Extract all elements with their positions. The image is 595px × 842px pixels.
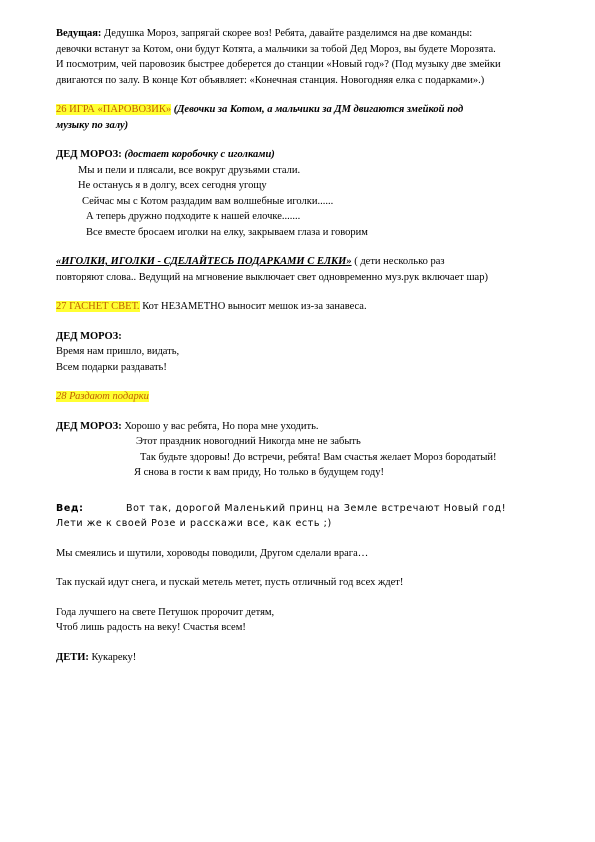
intro-text-1: Дедушка Мороз, запрягай скорее воз! Ребята, давайте разделимся на две команды: (104, 28, 473, 39)
dm3-line-1 (56, 419, 556, 435)
intro-speaker: Ведущая: (56, 28, 102, 39)
dm3-speaker: ДЕД МОРОЗ: (56, 420, 122, 432)
dm1-line-1: Мы и пели и плясали, все вокруг друзьями стали. (78, 164, 301, 176)
spell-line-2: повторяют слова.. Ведущий на мгновение выключает свет одновременно муз.рук включает шар) (56, 271, 488, 283)
dm2-speaker: ДЕД МОРОЗ: (56, 330, 122, 342)
spell-line-1 (56, 254, 556, 270)
dm1-speaker: ДЕД МОРОЗ: (56, 149, 122, 160)
game26-line-1 (56, 102, 556, 118)
dm3-first: Хорошо у вас ребята, Но пора мне уходить. (121, 420, 319, 432)
dm3-line-4: Я снова в гости к вам приду, Но только в будущем году! (134, 467, 384, 478)
dm2-heading (56, 329, 556, 345)
ved-line-2: Лети же к своей Розе и расскажи все, как есть ;) (56, 518, 332, 529)
spell-phrase: «ИГОЛКИ, ИГОЛКИ - СДЕЛАЙТЕСЬ ПОДАРКАМИ С ЕЛКИ» (56, 256, 352, 267)
closing-line-2: Так пускай идут снега, и пускай метель метет, пусть отличный год всех ждет! (56, 577, 404, 588)
game26-label: 26 ИГРА «ПАРОВОЗИК» (56, 104, 172, 115)
intro-line-3: И посмотрим, чей паровозик быстрее доберется до станции «Новый год»? (Под музыку две змейки (56, 59, 501, 70)
dm3-line-3: Так будьте здоровы! До встречи, ребята! Вам счастья желает Мороз бородатый! (140, 451, 497, 463)
intro-line-2: девочки встанут за Котом, они будут Котята, а мальчики за тобой Дед Мороз, вы будете Морозята. (56, 43, 496, 55)
children-speaker: ДЕТИ: (56, 651, 89, 663)
dm1-line-5: Все вместе бросаем иголки на елку, закрываем глаза и говорим (86, 226, 368, 238)
dm1-line-2: Не останусь я в долгу, всех сегодня угощу (78, 180, 267, 191)
ved-line-1 (56, 501, 556, 517)
children-text: Кукареку! (88, 651, 137, 663)
children-line (56, 650, 556, 666)
document-page (56, 26, 556, 665)
dm1-line-3: Сейчас мы с Котом раздадим вам волшебные иголки...... (82, 195, 334, 207)
intro-line-4: двигаются по залу. В конце Кот объявляет: «Конечная станция. Новогодняя елка с подарками».) (56, 74, 485, 86)
dm2-line-2: Всем подарки раздавать! (56, 361, 167, 373)
ved-speaker: Вед: (56, 502, 84, 514)
game26-note-1: (Девочки за Котом, а мальчики за ДМ двигаются змейкой под (171, 104, 464, 115)
closing-line-1: Мы смеялись и шутили, хороводы поводили, Другом сделали врага… (56, 547, 369, 559)
dm1-action: (достает коробочку с иголками) (121, 149, 275, 160)
step28-line (56, 389, 556, 405)
game26-note-2: музыку по залу) (56, 119, 129, 131)
step27-line (56, 299, 556, 315)
dm3-line-2: Этот праздник новогодний Никогда мне не забыть (136, 436, 361, 447)
spell-rest-1: ( дети несколько раз (351, 256, 445, 267)
intro-line-1 (56, 26, 556, 42)
dm2-line-1: Время нам пришло, видать, (56, 346, 180, 357)
step28-label: 28 Раздают подарки (56, 391, 149, 402)
step27-text: Кот НЕЗАМЕТНО выносит мешок из-за занавеса. (139, 301, 367, 312)
dm1-heading (56, 147, 556, 163)
dm1-line-4: А теперь дружно подходите к нашей елочке....... (86, 211, 301, 222)
ved-text-1: Вот так, дорогой Маленький принц на Земле встречают Новый год! (126, 502, 507, 514)
closing-line-3a: Года лучшего на свете Петушок пророчит детям, (56, 606, 275, 618)
closing-line-3b: Чтоб лишь радость на веку! Счастья всем! (56, 622, 246, 633)
step27-label: 27 ГАСНЕТ СВЕТ. (56, 301, 140, 312)
